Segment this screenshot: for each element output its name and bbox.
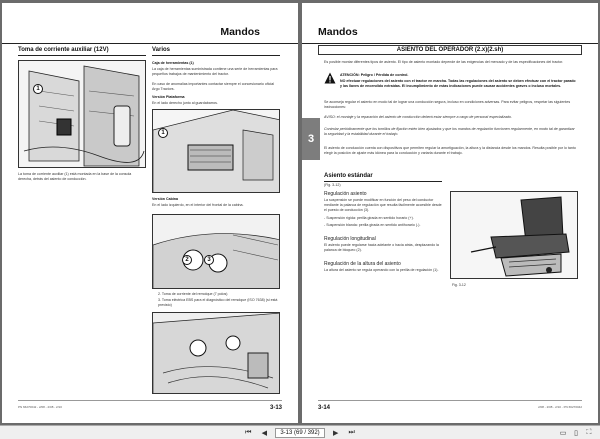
- list-rigid-suspension: - Suspensión rígida: perilla girada en sentido horario (+).: [324, 216, 414, 220]
- section-title-varios: Varios: [152, 47, 171, 53]
- subheading-height: Regulación de la altura del asiento: [324, 261, 401, 267]
- figure-toolbox-platform: [152, 109, 280, 193]
- list-item-ebs-socket: 3. Toma eléctrica EBS para el diagnóstico del remolque (ISO 7638) (si está previsto): [158, 298, 278, 307]
- paragraph-check: Controlar periódicamente que los tornillos de fijación estén bien ajustados y que los mandos de regulación funcionen regularmente, en modo tal de garantizar la seguridad y la estabilidad durante el trabajo.: [324, 127, 575, 136]
- body-toolbox-b: En caso de anomalías importantes contactar siempre el concesionario oficial Argo Tractors.: [152, 82, 275, 91]
- list-soft-suspension: - Suspensión blanda: perilla girada en sentido antihorario (-).: [324, 223, 421, 227]
- footer-rule: [318, 400, 582, 401]
- list-item-trailer-socket: 2. Toma de corriente del remolque (7 polos): [158, 292, 228, 296]
- right-page: [302, 3, 598, 423]
- prev-page-icon[interactable]: ◀: [261, 429, 267, 437]
- body-height: La altura del asiento se regula operando con la perilla de regulación (1).: [324, 268, 439, 272]
- callout-2: 2: [182, 255, 192, 265]
- page-number-field[interactable]: 3-13 (69 / 392): [275, 428, 324, 438]
- warning-heading: ATENCIÓN: Peligro / Pérdida de control.: [340, 73, 409, 77]
- body-cab: En el lado izquierdo, en el interior del frontal de la cabina.: [152, 203, 244, 207]
- figure-reference: (Fig. 3-12): [324, 183, 341, 187]
- subheading-longitudinal: Regulación longitudinal: [324, 236, 376, 242]
- warning-icon: [324, 72, 336, 84]
- figure-ebs-socket: [152, 312, 280, 394]
- chapter-tab: 3: [302, 118, 320, 160]
- section-rule: [152, 55, 280, 56]
- footer-doc-code: PN 66270042 - 2/08 - 2/08 - 2/10: [18, 405, 62, 409]
- last-page-icon[interactable]: ⏭: [348, 428, 355, 436]
- section-title-aux-socket: Toma de corriente auxiliar (12V): [18, 47, 109, 53]
- caption-aux-socket: La toma de corriente auxiliar (1) está montada en la base de la consola derecha, detrás del asiento de conducción.: [18, 172, 132, 181]
- first-page-icon[interactable]: ⏮: [245, 428, 252, 436]
- left-page: [2, 3, 298, 423]
- intro-text: Es posible montar diferentes tipos de asiento. El tipo de asiento montado depende de las exigencias del mercado y de las especificaciones del tractor.: [324, 60, 564, 64]
- footer-rule: [18, 400, 282, 401]
- callout-3: 3: [204, 255, 214, 265]
- page-header-title: Mandos: [318, 26, 358, 38]
- two-page-icon[interactable]: ▯: [574, 430, 578, 437]
- subheading-seat-adjust: Regulación asiento: [324, 191, 367, 197]
- header-rule: [2, 43, 298, 44]
- figure-caption: Fig. 3-12: [452, 283, 466, 287]
- subhead-toolbox: Caja de herramientas (1): [152, 61, 194, 65]
- footer-doc-code: 2/08 - 2/08 - 2/10 - PN 66270042: [538, 405, 582, 409]
- paragraph-safety: Se aconseja regular el asiento en modo tal de lograr una conducción segura, incluso en condiciones adversas. Para evitar peligros, respetar las siguientes instrucciones:: [324, 100, 571, 109]
- section-title-standard-seat: Asiento estándar: [324, 173, 373, 179]
- next-page-icon[interactable]: ▶: [332, 429, 339, 437]
- body-toolbox: La caja de herramientas suministrada contiene una serie de herramientas para pequeños trabajos de mantenimiento del tractor.: [152, 67, 278, 76]
- figure-seat: [450, 191, 578, 279]
- paragraph-devices: El asiento de conducción cuenta con dispositivos que permiten regular la amortiguación, la altura y la distancia desde los mandos. Resulta posible por lo tanto elegir la posición de ajuste más idónea para la conducción y variarla durante el trabajo.: [324, 146, 576, 155]
- notice-text: AVISO: el montaje y la reparación del asiento de conducción deberá estar siempre a cargo de personal especializado.: [324, 115, 512, 119]
- page-header-title: Mandos: [220, 26, 260, 38]
- figure-trailer-socket: [152, 214, 280, 289]
- page-number: 3-13: [269, 405, 282, 411]
- subhead-cab: Versión Cabina: [152, 197, 178, 201]
- body-platform: En el lado derecho junto al guardabarros.: [152, 101, 218, 105]
- body-longitudinal: El asiento puede regularse hacia adelante o hacia atrás, desplazando la palanca de bloqueo (2).: [324, 243, 439, 252]
- body-seat-adjust: La suspensión se puede modificar en función del peso del conductor mediante la palanca de regulación que resulta fácilmente accesible desde el puesto de conducción (3).: [324, 198, 442, 212]
- single-page-icon[interactable]: ▭: [559, 430, 567, 437]
- subhead-platform: Versión Plataforma: [152, 95, 185, 99]
- callout-1: 1: [33, 84, 43, 94]
- navigation-toolbar: [0, 425, 600, 439]
- fullscreen-icon[interactable]: ⛶: [586, 429, 592, 436]
- figure-aux-socket: [18, 60, 146, 168]
- page-number: 3-14: [318, 405, 331, 411]
- box-title-operator-seat: ASIENTO DEL OPERADOR (2.x)(2.sh): [318, 45, 582, 55]
- callout-toolbox: 1: [158, 128, 168, 138]
- section-rule: [18, 55, 146, 56]
- header-rule: [302, 43, 598, 44]
- section-rule: [324, 181, 442, 182]
- warning-body: NO efectuar regulaciones del asiento con el tractor en marcha. Todas las regulaciones del asiento se deben efectuar con el tractor parado y las llaves de encendido extraídas. El incumplimiento de estas indicaciones puede causar accidentes graves o incluso mortales.: [340, 79, 576, 88]
- view-mode-controls: [558, 428, 594, 438]
